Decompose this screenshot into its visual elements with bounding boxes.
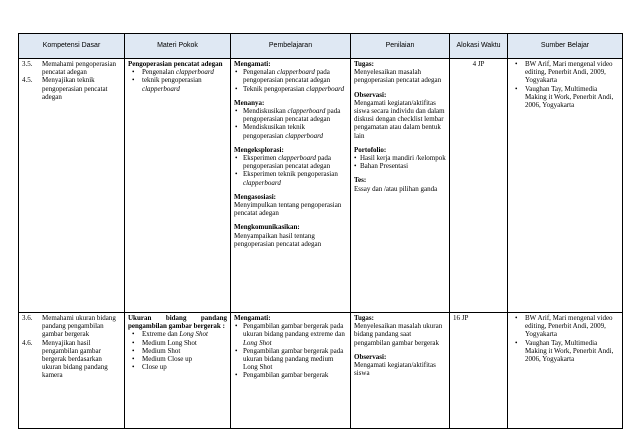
materi-title: Pengoperasian pencatat adegan — [128, 60, 223, 68]
italic-term: Long Shot — [179, 330, 208, 339]
header-materi-pokok: Materi Pokok — [125, 34, 231, 59]
header-row — [19, 34, 623, 59]
list-item: • Eksperimen clapperboard pada pengoperasian pencatat adegan — [234, 154, 347, 170]
sumber-cell — [508, 59, 623, 313]
list-item: • Vaughan Tay, Multimedia Making it Work, Penerbit Andi, 2006, Yogyakarta — [511, 339, 619, 364]
sumber-cell — [508, 313, 623, 429]
section-heading: Mengamati: — [234, 60, 271, 68]
italic-term: clapperboard — [287, 107, 326, 116]
list-item: • Pengambilan gambar bergerak — [234, 371, 347, 379]
header-sumber-belajar: Sumber Belajar — [508, 34, 623, 59]
kd-text: Memahami pengoperasian pencatat adegan — [42, 60, 117, 77]
list-item: • Close up — [128, 363, 227, 371]
penilaian-content — [354, 60, 446, 193]
penilaian-cell — [351, 313, 450, 429]
kd-text: Menyajikan teknik pengoperasian pencatat adegan — [42, 76, 108, 101]
list-item: • Medium Close up — [128, 355, 227, 363]
header-kompetensi-dasar: Kompetensi Dasar — [19, 34, 125, 59]
section-heading: Mengamati: — [234, 314, 271, 322]
italic-term: clapperboard — [142, 84, 180, 93]
section-text: Essay dan /atau pilihan ganda — [354, 184, 438, 193]
table-row — [19, 313, 623, 429]
section-text: Mengamati kegiatan/aktifitas siswa secara individu dan dalam diskusi dengan checklist lembar pengamatan atau dalam bentuk lain — [354, 98, 445, 140]
list-item: • Extreme dan Long Shot — [128, 330, 227, 338]
list-item: • Pengenalan clapperboard — [128, 68, 227, 76]
italic-term: clapperboard — [176, 68, 214, 77]
section-heading: Mengeksplorasi: — [234, 145, 284, 154]
penilaian-content — [354, 314, 446, 377]
section-heading: Tugas: — [354, 314, 374, 322]
kd-item — [22, 314, 121, 339]
section-text: Menyampaikan hasil tentang pengoperasian pencatat adegan — [234, 231, 322, 248]
list-item: • Pengambilan gambar bergerak pada ukuran bidang pandang medium Long Shot — [234, 347, 347, 372]
section-heading: Observasi: — [354, 90, 387, 99]
kd-item — [22, 76, 121, 101]
materi-title: Ukuran bidang pandang pengambilan gambar bergerak : — [128, 314, 227, 331]
list-item: • Eksperimen teknik pengoperasian clapperboard — [234, 170, 347, 186]
kd-item — [22, 60, 121, 76]
kd-list — [22, 60, 121, 101]
syllabus-table — [18, 33, 623, 429]
pembelajaran-cell — [231, 313, 351, 429]
section-text: Menyimpulkan tentang pengoperasian pencatat adegan — [234, 201, 342, 218]
kd-item — [22, 339, 121, 380]
header-pembelajaran: Pembelajaran — [231, 34, 351, 59]
list-item: • Teknik pengoperasian clapperboard — [234, 85, 347, 93]
section-text: Menyelesaikan masalah pengoperasian pencatat adegan — [354, 68, 442, 85]
section-list — [234, 107, 347, 140]
section-list — [234, 68, 347, 93]
sumber-list — [511, 314, 619, 363]
list-item: • Medium Shot — [128, 347, 227, 355]
section-text: Menyelesaikan masalah ukuran bidang pandang saat pengambilan gambar bergerak — [354, 322, 443, 347]
materi-cell — [125, 59, 231, 313]
kd-text: Menyajikan hasil pengambilan gambar bergerak berdasarkan ukuran bidang pandang kamera — [42, 338, 108, 380]
section-text: Mengamati kegiatan/aktifitas siswa — [354, 361, 436, 378]
italic-term: clapperboard — [278, 154, 317, 163]
kd-list — [22, 314, 121, 380]
alokasi-cell: 16 JP — [450, 313, 508, 429]
alokasi-cell: 4 JP — [450, 59, 508, 313]
italic-term: clapperboard — [285, 131, 324, 140]
kd-number: 3.5. — [22, 60, 33, 68]
kompetensi-cell — [19, 313, 125, 429]
materi-cell — [125, 313, 231, 429]
list-item: • Medium Long Shot — [128, 339, 227, 347]
section-heading: Portofolio: — [354, 145, 387, 154]
list-item: • BW Arif, Mari mengenal video editing, Penerbit Andi, 2009, Yogyakarta — [511, 60, 619, 85]
pembelajaran-cell — [231, 59, 351, 313]
list-item: • teknik pengoperasian clapperboard — [128, 76, 227, 92]
italic-term: clapperboard — [277, 68, 315, 77]
table-row — [19, 59, 623, 313]
list-item: • Pengenalan clapperboard pada pengoperasian pencatat adegan — [234, 68, 347, 84]
section-heading: Menanya: — [234, 98, 265, 107]
header-penilaian: Penilaian — [351, 34, 450, 59]
sumber-list — [511, 60, 619, 109]
materi-list — [128, 68, 227, 93]
penilaian-cell — [351, 59, 450, 313]
pembelajaran-content — [234, 314, 347, 380]
section-heading: Mengkomunikasikan: — [234, 223, 300, 232]
header-alokasi-waktu: Alokasi Waktu — [450, 34, 508, 59]
list-item: • Mendiskusikan clapperboard pada pengoperasian pencatat adegan — [234, 107, 347, 123]
list-item: • Mendiskusikan teknik pengoperasian clapperboard — [234, 123, 347, 139]
section-heading: Observasi: — [354, 352, 387, 361]
section-heading: Tes: — [354, 176, 367, 185]
pembelajaran-content — [234, 60, 347, 248]
list-item: • Bahan Presentasi — [354, 162, 446, 170]
kd-text: Memahami ukuran bidang pandang pengambilan gambar bergerak — [42, 314, 116, 339]
section-list — [234, 154, 347, 187]
italic-term: clapperboard — [243, 178, 281, 187]
materi-list — [128, 330, 227, 371]
kd-number: 4.6. — [22, 338, 33, 347]
section-list — [354, 154, 446, 170]
list-item: • Vaughan Tay, Multimedia Making it Work, Penerbit Andi, 2006, Yogyakarta — [511, 85, 619, 110]
list-item: • Hasil kerja mandiri /kelompok — [354, 154, 446, 162]
kd-number: 4.5. — [22, 76, 33, 85]
kd-number: 3.6. — [22, 314, 33, 322]
kompetensi-cell — [19, 59, 125, 313]
section-heading: Mengasosiasi: — [234, 192, 276, 201]
italic-term: clapperboard — [306, 84, 345, 93]
list-item: • BW Arif, Mari mengenal video editing, Penerbit Andi, 2009, Yogyakarta — [511, 314, 619, 339]
list-item: • Pengambilan gambar bergerak pada ukuran bidang pandang extreme dan Long Shot — [234, 322, 347, 347]
section-list — [234, 322, 347, 379]
section-heading: Tugas: — [354, 60, 374, 68]
italic-term: Long Shot — [243, 338, 272, 347]
